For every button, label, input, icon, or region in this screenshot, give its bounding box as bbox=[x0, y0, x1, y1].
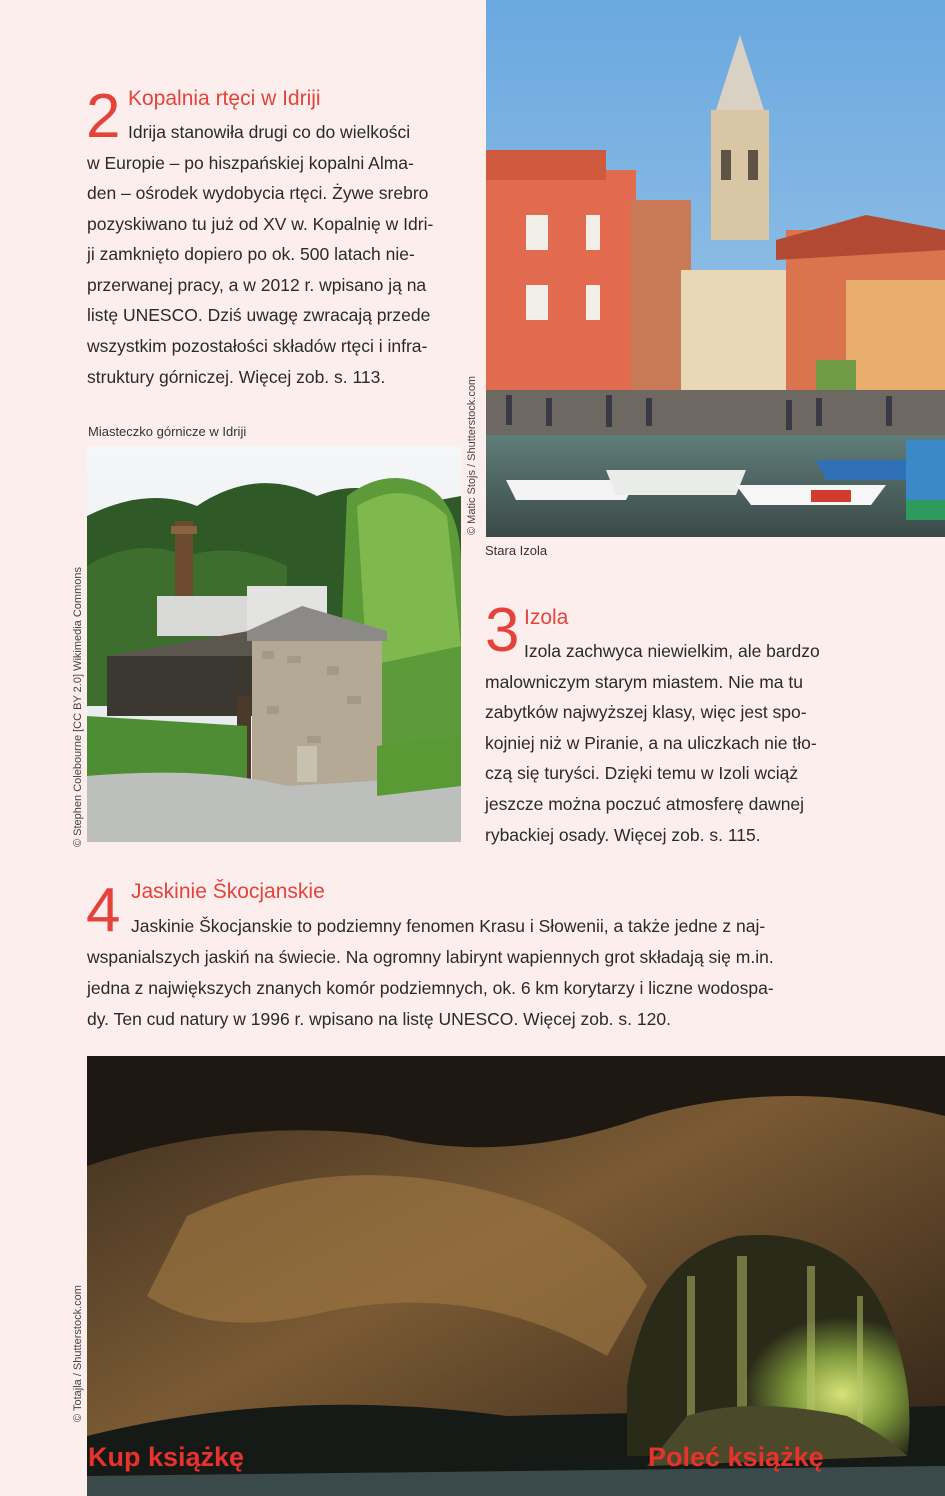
text-line: wszystkim pozostałości składów rtęci i infra- bbox=[87, 336, 428, 356]
text-line: malowniczym starym miastem. Nie ma tu bbox=[485, 672, 803, 692]
text-line: ji zamknięto dopiero po ok. 500 latach nie- bbox=[87, 244, 415, 264]
photo-caption: Miasteczko górnicze w Idriji bbox=[88, 424, 247, 439]
idrija-photo bbox=[87, 446, 461, 842]
text-line: struktury górniczej. Więcej zob. s. 113. bbox=[87, 367, 386, 387]
text-line: jedna z największych znanych komór podziemnych, ok. 6 km korytarzy i liczne wodospa- bbox=[87, 978, 774, 998]
text-line: kojniej niż w Piranie, a na uliczkach nie tło- bbox=[485, 733, 817, 753]
buy-book-link[interactable]: Kup książkę bbox=[88, 1442, 245, 1472]
section-number: 3 bbox=[485, 596, 520, 665]
text-line: zabytków najwyższej klasy, więc jest spo- bbox=[485, 702, 807, 722]
text-line: w Europie – po hiszpańskiej kopalni Alma- bbox=[87, 153, 414, 173]
section-title: Kopalnia rtęci w Idriji bbox=[128, 87, 321, 110]
text-line: dy. Ten cud natury w 1996 r. wpisano na listę UNESCO. Więcej zob. s. 120. bbox=[87, 1009, 671, 1029]
izola-photo bbox=[486, 0, 945, 537]
text-line: czą się turyści. Dzięki temu w Izoli wciąż bbox=[485, 763, 799, 783]
text-line: Izola zachwyca niewielkim, ale bardzo bbox=[524, 641, 820, 661]
photo-caption: Stara Izola bbox=[485, 543, 548, 558]
section-number: 2 bbox=[86, 82, 121, 151]
section-number: 4 bbox=[86, 876, 121, 945]
text-line: den – ośrodek wydobycia rtęci. Żywe srebro bbox=[87, 183, 429, 203]
text-line: wspanialszych jaskiń na świecie. Na ogromny labirynt wapiennych grot składają się m.in. bbox=[87, 947, 774, 967]
text-line: jeszcze można poczuć atmosferę dawnej bbox=[485, 794, 805, 814]
text-line: Jaskinie Škocjanskie to podziemny fenomen Krasu i Słowenii, a także jedne z naj- bbox=[131, 916, 766, 936]
text-line: przerwanej pracy, a w 2012 r. wpisano ją na bbox=[87, 275, 427, 295]
section-title: Jaskinie Škocjanskie bbox=[131, 880, 325, 903]
photo-credit: © Totajla / Shutterstock.com bbox=[72, 1285, 84, 1422]
text-line: listę UNESCO. Dziś uwagę zwracają przede bbox=[87, 305, 431, 325]
photo-credit: © Stephen Colebourne [CC BY 2.0] Wikimedia Commons bbox=[72, 567, 84, 847]
recommend-book-link[interactable]: Poleć książkę bbox=[648, 1442, 824, 1472]
text-line: pozyskiwano tu już od XV w. Kopalnię w Idri- bbox=[87, 214, 434, 234]
photo-credit: © Matic Stojs / Shutterstock.com bbox=[466, 375, 478, 535]
cave-photo bbox=[87, 1056, 945, 1496]
text-line: rybackiej osady. Więcej zob. s. 115. bbox=[485, 825, 761, 845]
text-line: Idrija stanowiła drugi co do wielkości bbox=[128, 122, 411, 142]
section-title: Izola bbox=[524, 606, 569, 629]
